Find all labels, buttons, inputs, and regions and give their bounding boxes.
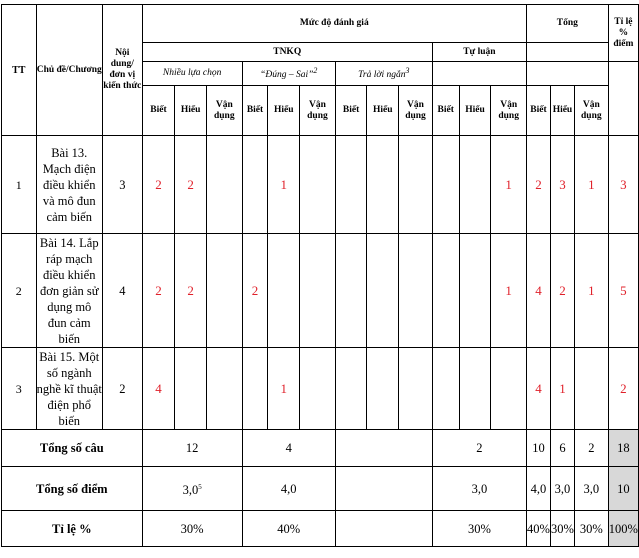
assessment-matrix-table xyxy=(1,4,639,547)
header-total-spacer2 xyxy=(526,62,608,86)
total-questions-vandung: 2 xyxy=(574,430,608,467)
col-sa-hieu: Hiểu xyxy=(367,86,399,136)
cell-tf-hieu: 1 xyxy=(268,136,300,234)
ratio-label: Tỉ lệ % xyxy=(2,511,143,547)
ratio-mc: 30% xyxy=(142,511,242,547)
total-score-tl: 3,0 xyxy=(432,467,526,511)
header-multiple-choice: Nhiều lựa chọn xyxy=(142,62,242,86)
cell-sa-vandung xyxy=(399,234,433,348)
cell-tl-hieu xyxy=(459,348,491,430)
col-tf-biet: Biết xyxy=(242,86,268,136)
header-chapter: Chủ đề/Chương xyxy=(36,5,103,136)
header-tt: TT xyxy=(2,5,37,136)
header-tnkq: TNKQ xyxy=(142,43,432,62)
total-questions-row xyxy=(2,430,639,467)
header-tl-spacer xyxy=(432,62,526,86)
header-content-unit: Nội dung/ đơn vị kiến thức xyxy=(103,5,143,136)
header-tu-luan: Tự luận xyxy=(432,43,526,62)
cell-total-hieu: 3 xyxy=(550,136,574,234)
cell-pct: 3 xyxy=(608,136,638,234)
cell-total-hieu: 1 xyxy=(550,348,574,430)
ratio-all: 100% xyxy=(608,511,638,547)
col-mc-hieu: Hiểu xyxy=(175,86,207,136)
cell-mc-vandung xyxy=(206,136,242,234)
table-row xyxy=(2,136,639,234)
cell-tl-vandung: 1 xyxy=(491,234,527,348)
cell-mc-hieu: 2 xyxy=(175,136,207,234)
cell-total-vandung xyxy=(574,348,608,430)
total-score-tf: 4,0 xyxy=(242,467,335,511)
header-true-false: “Đúng – Sai”$^2$ xyxy=(242,62,335,86)
cell-mc-vandung xyxy=(206,348,242,430)
total-score-label: Tổng số điểm xyxy=(2,467,143,511)
cell-tf-biet: 2 xyxy=(242,234,268,348)
header-pct-spacer xyxy=(608,62,638,136)
col-mc-vandung: Vận dụng xyxy=(206,86,242,136)
cell-sa-hieu xyxy=(367,234,399,348)
col-sa-vandung: Vận dụng xyxy=(399,86,433,136)
cell-total-biet: 4 xyxy=(526,348,550,430)
total-score-hieu: 3,0 xyxy=(550,467,574,511)
col-tl-hieu: Hiểu xyxy=(459,86,491,136)
table-row xyxy=(2,348,639,430)
col-mc-biet: Biết xyxy=(142,86,175,136)
header-levels: Mức độ đánh giá xyxy=(142,5,526,43)
cell-total-biet: 4 xyxy=(526,234,550,348)
cell-tf-hieu: 1 xyxy=(268,348,300,430)
cell-mc-hieu xyxy=(175,348,207,430)
total-score-sa xyxy=(335,467,432,511)
ratio-row xyxy=(2,511,639,547)
cell-mc-biet: 2 xyxy=(142,234,175,348)
cell-mc-biet: 2 xyxy=(142,136,175,234)
cell-mc-vandung xyxy=(206,234,242,348)
total-questions-mc: 12 xyxy=(142,430,242,467)
ratio-tl: 30% xyxy=(432,511,526,547)
total-questions-all: 18 xyxy=(608,430,638,467)
col-tf-hieu: Hiểu xyxy=(268,86,300,136)
col-total-biet: Biết xyxy=(526,86,550,136)
total-score-all: 10 xyxy=(608,467,638,511)
total-questions-hieu: 6 xyxy=(550,430,574,467)
ratio-tf: 40% xyxy=(242,511,335,547)
cell-tf-vandung xyxy=(300,136,336,234)
col-tf-vandung: Vận dụng xyxy=(300,86,336,136)
header-short-answer: Trả lời ngắn$^3$ xyxy=(335,62,432,86)
ratio-biet: 40% xyxy=(526,511,550,547)
total-questions-tf: 4 xyxy=(242,430,335,467)
cell-tl-biet xyxy=(432,136,459,234)
row-tt: 1 xyxy=(2,136,37,234)
cell-pct: 2 xyxy=(608,348,638,430)
cell-total-vandung: 1 xyxy=(574,136,608,234)
table-row xyxy=(2,234,639,348)
cell-tl-hieu xyxy=(459,136,491,234)
cell-pct: 5 xyxy=(608,234,638,348)
row-topic: Bài 15. Một số ngành nghề kĩ thuật điện phổ biến xyxy=(36,349,102,428)
row-units: 3 xyxy=(103,136,143,234)
cell-sa-biet xyxy=(335,234,367,348)
total-questions-tl: 2 xyxy=(432,430,526,467)
col-tl-biet: Biết xyxy=(432,86,459,136)
cell-tl-vandung xyxy=(491,348,527,430)
ratio-vandung: 30% xyxy=(574,511,608,547)
cell-sa-biet xyxy=(335,136,367,234)
cell-tl-biet xyxy=(432,234,459,348)
cell-tf-biet xyxy=(242,136,268,234)
cell-sa-hieu xyxy=(367,136,399,234)
total-score-biet: 4,0 xyxy=(526,467,550,511)
total-questions-label: Tổng số câu xyxy=(2,430,143,467)
col-tl-vandung: Vận dụng xyxy=(491,86,527,136)
header-total-spacer xyxy=(526,43,608,62)
row-tt: 3 xyxy=(2,348,37,430)
row-topic: Bài 14. Lắp ráp mạch điều khiển đơn giản sử dụng mô đun cảm biến xyxy=(36,234,103,348)
cell-mc-hieu: 2 xyxy=(175,234,207,348)
cell-tf-vandung xyxy=(300,234,336,348)
ratio-sa xyxy=(335,511,432,547)
cell-sa-hieu xyxy=(367,348,399,430)
cell-sa-vandung xyxy=(399,348,433,430)
cell-tl-vandung: 1 xyxy=(491,136,527,234)
total-score-mc: $3,0^5$ xyxy=(142,467,242,511)
cell-tf-hieu xyxy=(268,234,300,348)
cell-total-hieu: 2 xyxy=(550,234,574,348)
cell-tl-hieu xyxy=(459,234,491,348)
cell-tf-vandung xyxy=(300,348,336,430)
ratio-hieu: 30% xyxy=(550,511,574,547)
cell-total-biet: 2 xyxy=(526,136,550,234)
row-units: 4 xyxy=(103,234,143,348)
col-total-hieu: Hiểu xyxy=(550,86,574,136)
total-score-row xyxy=(2,467,639,511)
row-tt: 2 xyxy=(2,234,37,348)
cell-tf-biet xyxy=(242,348,268,430)
total-score-vandung: 3,0 xyxy=(574,467,608,511)
header-percent-score: Tỉ lệ % điểm xyxy=(608,5,638,62)
col-sa-biet: Biết xyxy=(335,86,367,136)
cell-tl-biet xyxy=(432,348,459,430)
col-total-vandung: Vận dụng xyxy=(574,86,608,136)
row-topic: Bài 13. Mạch điện điều khiển và mô đun cảm biến xyxy=(36,136,103,234)
total-questions-sa xyxy=(335,430,432,467)
total-questions-biet: 10 xyxy=(526,430,550,467)
cell-mc-biet: 4 xyxy=(142,348,175,430)
cell-sa-biet xyxy=(335,348,367,430)
header-total: Tổng xyxy=(526,5,608,43)
cell-total-vandung: 1 xyxy=(574,234,608,348)
cell-sa-vandung xyxy=(399,136,433,234)
row-units: 2 xyxy=(103,348,143,430)
